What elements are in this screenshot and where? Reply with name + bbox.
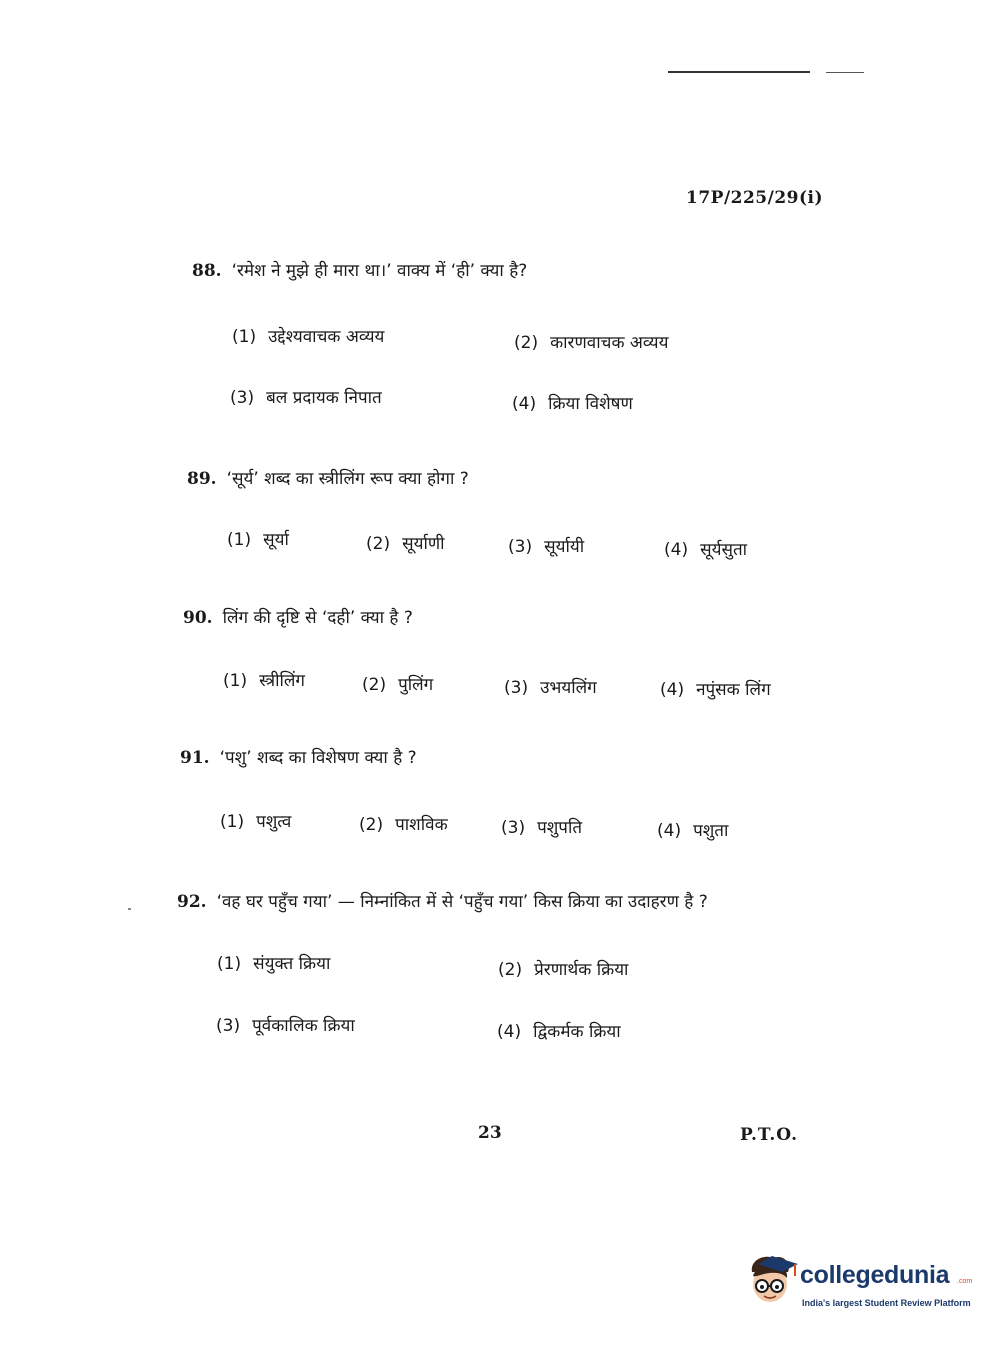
option-number: (1) [232, 327, 257, 347]
top-rule-short [826, 72, 864, 73]
option-4 [660, 677, 771, 700]
option-1 [227, 527, 289, 550]
question-number: 89. [187, 469, 217, 489]
option-number: (3) [504, 678, 529, 698]
option-number: (2) [359, 815, 384, 835]
page-number: 23 [478, 1123, 502, 1143]
option-4 [664, 537, 747, 560]
option-text: पशुपति [537, 818, 583, 838]
option-number: (1) [220, 812, 245, 832]
option-2 [514, 330, 668, 353]
option-number: (3) [216, 1016, 241, 1036]
option-3 [508, 534, 584, 557]
option-number: (2) [514, 333, 539, 353]
option-text: पशुता [693, 821, 729, 841]
question-stem: लिंग की दृष्टि से ‘दही’ क्या है ? [222, 608, 413, 628]
option-text: उभयलिंग [540, 678, 597, 698]
option-text: सूर्या [263, 530, 289, 550]
option-number: (4) [664, 540, 689, 560]
option-text: संयुक्त क्रिया [253, 954, 331, 974]
option-number: (1) [227, 530, 252, 550]
option-text: कारणवाचक अव्यय [550, 333, 669, 353]
option-text: पाशविक [395, 815, 448, 835]
question-number: 88. [192, 261, 222, 281]
question-text [187, 466, 469, 489]
top-rule [668, 71, 810, 73]
option-number: (1) [217, 954, 242, 974]
option-4 [497, 1019, 621, 1042]
option-number: (3) [508, 537, 533, 557]
option-text: नपुंसक लिंग [696, 680, 771, 700]
option-number: (3) [501, 818, 526, 838]
student-mascot-icon [742, 1250, 800, 1312]
paper-code: 17P/225/29(i) [686, 188, 824, 208]
brand-name: collegedunia [800, 1261, 950, 1289]
option-text: बल प्रदायक निपात [266, 388, 382, 408]
scan-speck [128, 908, 131, 910]
option-3 [504, 675, 597, 698]
option-1 [217, 951, 330, 974]
option-1 [232, 324, 384, 347]
option-3 [230, 385, 382, 408]
collegedunia-watermark [742, 1250, 972, 1322]
option-text: क्रिया विशेषण [548, 394, 633, 414]
question-stem: ‘सूर्य’ शब्द का स्त्रीलिंग रूप क्या होगा ? [226, 469, 469, 489]
option-number: (4) [660, 680, 685, 700]
option-text: पुलिंग [398, 675, 434, 695]
option-text: सूर्याणी [402, 534, 445, 554]
option-number: (2) [362, 675, 387, 695]
option-text: उद्देश्यवाचक अव्यय [268, 327, 385, 347]
question-text [177, 889, 708, 912]
option-number: (4) [512, 394, 537, 414]
question-number: 92. [177, 892, 207, 912]
question-text [183, 605, 413, 628]
question-stem: ‘रमेश ने मुझे ही मारा था।’ वाक्य में ‘ही’ क्या है? [231, 261, 528, 281]
brand-domain: .com [957, 1278, 973, 1285]
question-number: 90. [183, 608, 213, 628]
option-number: (1) [223, 671, 248, 691]
option-number: (2) [498, 960, 523, 980]
question-stem: ‘वह घर पहुँच गया’ — निम्नांकित में से ‘पहुँच गया’ किस क्रिया का उदाहरण है ? [216, 892, 708, 912]
pto-label: P.T.O. [740, 1125, 798, 1145]
option-text: सूर्यायी [544, 537, 585, 557]
question-stem: ‘पशु’ शब्द का विशेषण क्या है ? [219, 748, 417, 768]
question-text [180, 745, 417, 768]
option-1 [220, 809, 291, 832]
option-4 [512, 391, 633, 414]
option-4 [657, 818, 728, 841]
option-text: द्विकर्मक क्रिया [533, 1022, 621, 1042]
option-number: (3) [230, 388, 255, 408]
option-number: (2) [366, 534, 391, 554]
option-1 [223, 668, 305, 691]
option-text: प्रेरणार्थक क्रिया [534, 960, 629, 980]
option-3 [501, 815, 582, 838]
option-text: स्त्रीलिंग [259, 671, 305, 691]
question-number: 91. [180, 748, 210, 768]
option-2 [359, 812, 448, 835]
option-text: पशुत्व [256, 812, 292, 832]
option-2 [498, 957, 628, 980]
option-3 [216, 1013, 355, 1036]
option-text: सूर्यसुता [700, 540, 748, 560]
option-2 [362, 672, 433, 695]
option-text: पूर्वकालिक क्रिया [252, 1016, 355, 1036]
option-number: (4) [657, 821, 682, 841]
option-number: (4) [497, 1022, 522, 1042]
option-2 [366, 531, 445, 554]
brand-tagline: India's largest Student Review Platform [802, 1298, 971, 1308]
question-text [192, 258, 527, 281]
